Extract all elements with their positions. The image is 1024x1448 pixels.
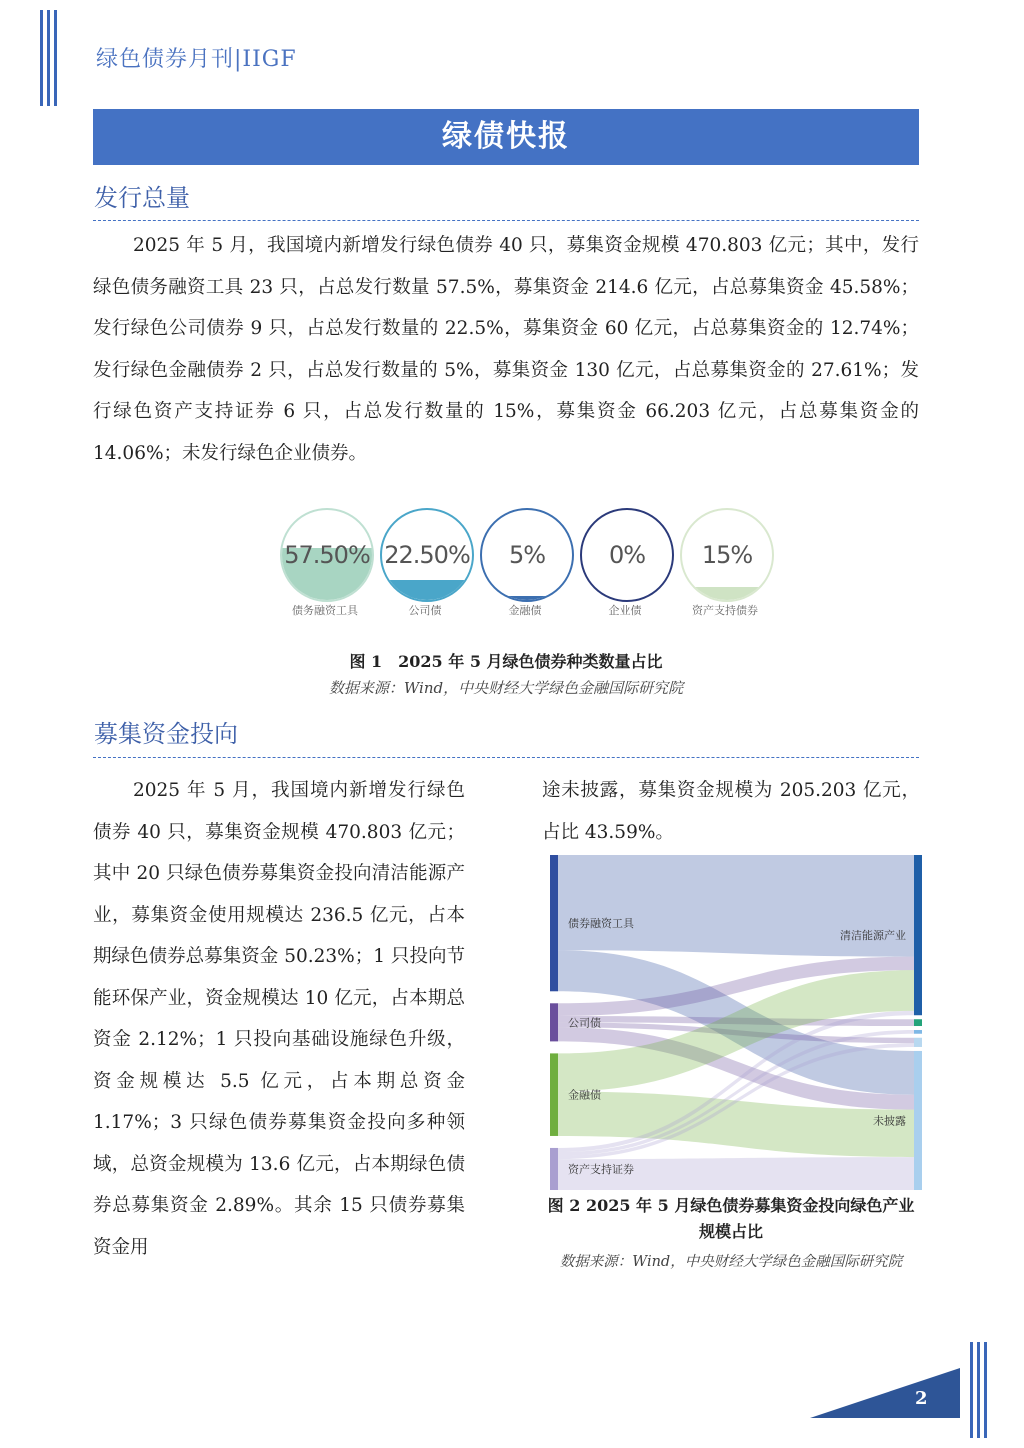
gauge-3 <box>580 508 674 602</box>
gauge-value-2: 5% <box>508 541 546 569</box>
figure1-source: 数据来源：Wind，中央财经大学绿色金融国际研究院 <box>328 679 684 697</box>
gauge-label-0: 债务融资工具 <box>292 604 358 617</box>
sankey-source-node <box>550 1053 558 1136</box>
gauge-value-3: 0% <box>608 541 646 569</box>
sankey-target-node <box>914 1051 922 1190</box>
gauge-value-0: 57.50% <box>284 541 370 569</box>
issuance-paragraph: 2025 年 5 月，我国境内新增发行绿色债券 40 只，募集资金规模 470.803 亿元；其中，发行绿色债务融资工具 23 只，占总发行数量 57.5%，募集资金 214.6 亿元，占总募集资金 45.58%；发行绿色公司债券 9 只，占总发行数量的 22.5%，募集资金 60 亿元，占总募集资金的 12.74%；发行绿色金融债券 2 只，占总发行数量的 5%，募集资金 130 亿元，占总募集资金的 27.61%；发行绿色资产支持证券 6 只，占总发行数量的 15%，募集资金 66.203 亿元，占总募集资金的 14.06%；未发行绿色企业债券。 <box>93 235 919 464</box>
section-divider <box>93 220 919 221</box>
sankey-target-node <box>914 855 922 1015</box>
section-title-issuance: 发行总量 <box>94 184 190 212</box>
use-of-proceeds-paragraph-right: 途未披露，募集资金规模为 205.203 亿元，占比 43.59%。 <box>542 780 920 843</box>
section-divider <box>93 757 919 758</box>
sankey-node-label: 金融债 <box>568 1088 601 1102</box>
gauge-label-3: 企业债 <box>608 604 642 617</box>
bond-type-gauges <box>270 508 790 623</box>
banner-title: 绿债快报 <box>93 109 919 165</box>
footer-bar-1 <box>970 1342 973 1438</box>
sankey-node-label: 清洁能源产业 <box>840 929 906 943</box>
gauge-2 <box>480 508 574 602</box>
gauge-value-4: 15% <box>701 541 753 569</box>
figure2-caption: 图 2 2025 年 5 月绿色债券募集资金投向绿色产业规模占比 <box>547 1196 915 1241</box>
footer-bar-2 <box>977 1342 980 1438</box>
sankey-node-label: 公司债 <box>568 1016 601 1030</box>
gauge-label-2: 金融债 <box>508 604 542 617</box>
section-title-use-of-proceeds: 募集资金投向 <box>94 720 238 748</box>
header-bar-2 <box>47 10 50 106</box>
gauge-0 <box>280 508 374 602</box>
gauge-1 <box>380 508 474 602</box>
gauge-4 <box>680 508 774 602</box>
sankey-chart <box>550 855 926 1190</box>
sankey-source-node <box>550 1148 558 1190</box>
sankey-target-node <box>914 1019 922 1026</box>
header-bar-1 <box>40 10 43 106</box>
gauge-value-1: 22.50% <box>384 541 470 569</box>
use-of-proceeds-paragraph-left: 2025 年 5 月，我国境内新增发行绿色债券 40 只，募集资金规模 470.803 亿元；其中 20 只绿色债券募集资金投向清洁能源产业，募集资金使用规模达 236.5 亿元，占本期绿色债券总募集资金 50.23%；1 只投向节能环保产业，资金规模达 10 亿元，占本期总资金 2.12%；1 只投向基础设施绿色升级，资金规模达 5.5 亿元，占本期总资金 1.17%；3 只绿色债券募集资金投向多种领域，总资金规模为 13.6 亿元，占本期绿色债券总募集资金 2.89%。其余 15 只债券募集资金用 <box>93 780 465 1258</box>
footer-corner-triangle <box>810 1368 960 1418</box>
header-bar-3 <box>54 10 57 106</box>
footer-bar-3 <box>984 1342 987 1438</box>
sankey-node-label: 资产支持证券 <box>568 1162 634 1176</box>
sankey-source-node <box>550 855 558 991</box>
figure1-caption: 图 1 2025 年 5 月绿色债券种类数量占比 <box>349 652 663 671</box>
sankey-target-node <box>914 1038 922 1047</box>
page-number: 2 <box>915 1388 928 1409</box>
sankey-node-label: 未披露 <box>873 1114 906 1128</box>
gauge-label-4: 资产支持债券 <box>692 604 758 617</box>
gauge-label-1: 公司债 <box>408 604 442 617</box>
header-title: 绿色债券月刊|IIGF <box>96 47 297 72</box>
sankey-target-node <box>914 1030 922 1034</box>
sankey-source-node <box>550 1003 558 1041</box>
figure2-source: 数据来源：Wind，中央财经大学绿色金融国际研究院 <box>559 1254 903 1270</box>
sankey-node-label: 债券融资工具 <box>568 917 634 931</box>
